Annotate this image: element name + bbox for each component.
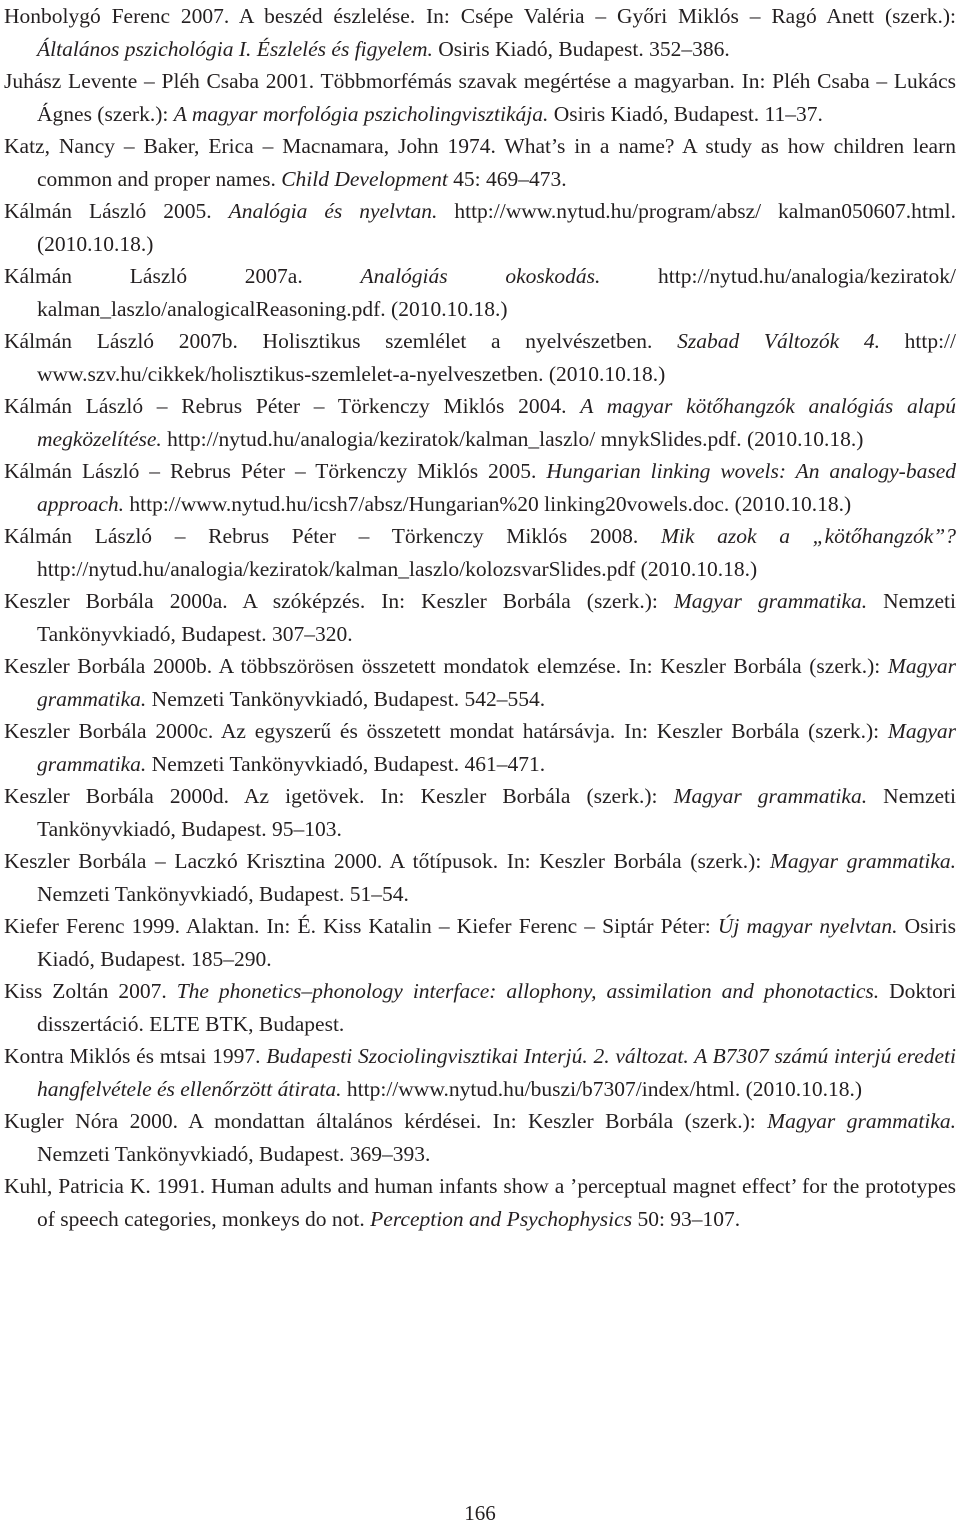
reference-text: Osiris Kiadó, Budapest. 11‒37.	[548, 101, 823, 126]
reference-link[interactable]: http://nytud.hu/analogia/keziratok/kalman_laszlo/kolozsvarSlides.pdf (2010.10.18.)	[37, 556, 758, 581]
reference-title: Magyar grammatika.	[769, 849, 956, 873]
reference-title: A magyar morfológia pszicholingvisztikája.	[173, 101, 549, 126]
reference-text: Keszler Borbála 2000b. A többszörösen összetett mondatok elemzése. In: Keszler Borbála (szerk.):	[4, 654, 888, 678]
reference-text: Kálmán László ‒ Rebrus Péter ‒ Törkenczy Miklós 2004.	[4, 394, 581, 418]
reference-entry	[4, 65, 956, 130]
reference-text: 45: 469‒473.	[447, 166, 567, 191]
reference-title: Magyar grammatika.	[37, 654, 956, 711]
reference-entry	[4, 715, 956, 780]
reference-text: Keszler Borbála ‒ Laczkó Krisztina 2000. A tőtípusok. In: Keszler Borbála (szerk.):	[4, 849, 770, 873]
reference-text: Kugler Nóra 2000. A mondattan általános kérdései. In: Keszler Borbála (szerk.):	[4, 1109, 768, 1133]
reference-text: Keszler Borbála 2000c. Az egyszerű és összetett mondat határsávja. In: Keszler Borbála (szerk.):	[4, 719, 888, 743]
reference-entry	[4, 1170, 956, 1235]
page-number: 166	[464, 1501, 496, 1525]
reference-title: Szabad Változók 4.	[677, 329, 880, 353]
reference-title: Hungarian linking wovels: An analogy-based approach.	[37, 459, 956, 516]
reference-title: Magyar grammatika.	[37, 719, 956, 776]
reference-link[interactable]: http://www.nytud.hu/program/absz/ kalman050607.html. (2010.10.18.)	[37, 199, 956, 256]
reference-text: Kálmán László 2007b. Holisztikus szemlélet a nyelvészetben.	[4, 329, 678, 353]
reference-text: Honbolygó Ferenc 2007. A beszéd észlelése. In: Csépe Valéria ‒ Győri Miklós ‒ Ragó Anett (szerk.):	[4, 4, 956, 28]
reference-text: Nemzeti Tankönyvkiadó, Budapest. 95‒103.	[37, 784, 956, 841]
reference-link[interactable]: http://www.nytud.hu/buszi/b7307/index/html. (2010.10.18.)	[341, 1076, 863, 1101]
reference-text: Osiris Kiadó, Budapest. 352‒386.	[432, 36, 730, 61]
reference-text: Kálmán László 2005.	[4, 199, 229, 223]
reference-entry	[4, 455, 956, 520]
reference-title: Analógia és nyelvtan.	[228, 199, 438, 223]
reference-text: Kiefer Ferenc 1999. Alaktan. In: É. Kiss Katalin ‒ Kiefer Ferenc ‒ Siptár Péter:	[4, 914, 718, 938]
reference-text: 50: 93‒107.	[632, 1206, 741, 1231]
reference-entry	[4, 910, 956, 975]
reference-text: Kálmán László 2007a.	[4, 264, 361, 288]
reference-text: Kálmán László ‒ Rebrus Péter ‒ Törkenczy Miklós 2008.	[4, 524, 661, 548]
reference-title: Analógiás okoskodás.	[360, 264, 601, 288]
reference-entry	[4, 520, 956, 585]
reference-text: Kontra Miklós és mtsai 1997.	[4, 1044, 267, 1068]
reference-text: Kiss Zoltán 2007.	[4, 979, 177, 1003]
reference-entry	[4, 1040, 956, 1105]
reference-text: Doktori disszertáció. ELTE BTK, Budapest.	[37, 979, 957, 1036]
reference-title: A magyar kötőhangzók analógiás alapú megközelítése.	[37, 394, 956, 451]
reference-entry	[4, 0, 956, 65]
reference-title: Perception and Psychophysics	[370, 1206, 633, 1231]
reference-entry	[4, 390, 956, 455]
reference-text: Kálmán László ‒ Rebrus Péter ‒ Törkenczy Miklós 2005.	[4, 459, 547, 483]
reference-list	[4, 0, 956, 1235]
reference-title: Magyar grammatika.	[767, 1109, 956, 1133]
reference-text: Nemzeti Tankönyvkiadó, Budapest. 307‒320.	[37, 589, 956, 646]
reference-text: Keszler Borbála 2000a. A szóképzés. In: Keszler Borbála (szerk.):	[4, 589, 674, 613]
reference-entry	[4, 845, 956, 910]
reference-entry	[4, 325, 956, 390]
reference-text: Kuhl, Patricia K. 1991. Human adults and human infants show a ’perceptual magnet effect’ for the prototypes of speech categories, monkeys do not.	[4, 1174, 956, 1231]
reference-entry	[4, 1105, 956, 1170]
reference-text: Nemzeti Tankönyvkiadó, Budapest. 542‒554.	[146, 686, 546, 711]
reference-text: Keszler Borbála 2000d. Az igetövek. In: Keszler Borbála (szerk.):	[4, 784, 674, 808]
reference-text: Osiris Kiadó, Budapest. 185‒290.	[37, 914, 956, 971]
reference-title: Mik azok a „kötőhangzók”?	[661, 524, 956, 548]
reference-text: Katz, Nancy ‒ Baker, Erica ‒ Macnamara, John 1974. What’s in a name? A study as how children learn common and proper names.	[4, 134, 956, 191]
reference-text: Juhász Levente ‒ Pléh Csaba 2001. Többmorfémás szavak megértése a magyarban. In: Pléh Csaba ‒ Lukács Ágnes (szerk.):	[4, 69, 956, 126]
reference-entry	[4, 195, 956, 260]
reference-text: Nemzeti Tankönyvkiadó, Budapest. 461‒471.	[146, 751, 546, 776]
reference-entry	[4, 260, 956, 325]
reference-title: Magyar grammatika.	[673, 784, 868, 808]
reference-link[interactable]: http:// www.szv.hu/cikkek/holisztikus-szemlelet-a-nyelveszetben. (2010.10.18.)	[37, 329, 957, 386]
reference-text: Nemzeti Tankönyvkiadó, Budapest. 51‒54.	[37, 881, 409, 906]
reference-entry	[4, 975, 956, 1040]
reference-title: Általános pszichológia I. Észlelés és figyelem.	[37, 36, 433, 61]
reference-title: Child Development	[281, 166, 448, 191]
reference-link[interactable]: http://www.nytud.hu/icsh7/absz/Hungarian%20 linking20vowels.doc. (2010.10.18.)	[124, 491, 852, 516]
reference-title: Magyar grammatika.	[673, 589, 868, 613]
reference-text: Nemzeti Tankönyvkiadó, Budapest. 369‒393.	[37, 1141, 431, 1166]
reference-link[interactable]: http://nytud.hu/analogia/keziratok/kalman_laszlo/ mnykSlides.pdf. (2010.10.18.)	[161, 426, 864, 451]
reference-title: Új magyar nyelvtan.	[717, 914, 898, 938]
reference-title: The phonetics‒phonology interface: allophony, assimilation and phonotactics.	[176, 979, 880, 1003]
reference-link[interactable]: http://nytud.hu/analogia/keziratok/ kalman_laszlo/analogicalReasoning.pdf. (2010.10.18.)	[37, 264, 956, 321]
reference-title: Budapesti Szociolingvisztikai Interjú. 2. változat. A B7307 számú interjú eredeti hangfelvétele és ellenőrzött átirata.	[37, 1044, 957, 1101]
reference-entry	[4, 780, 956, 845]
reference-entry	[4, 130, 956, 195]
reference-entry	[4, 650, 956, 715]
reference-entry	[4, 585, 956, 650]
